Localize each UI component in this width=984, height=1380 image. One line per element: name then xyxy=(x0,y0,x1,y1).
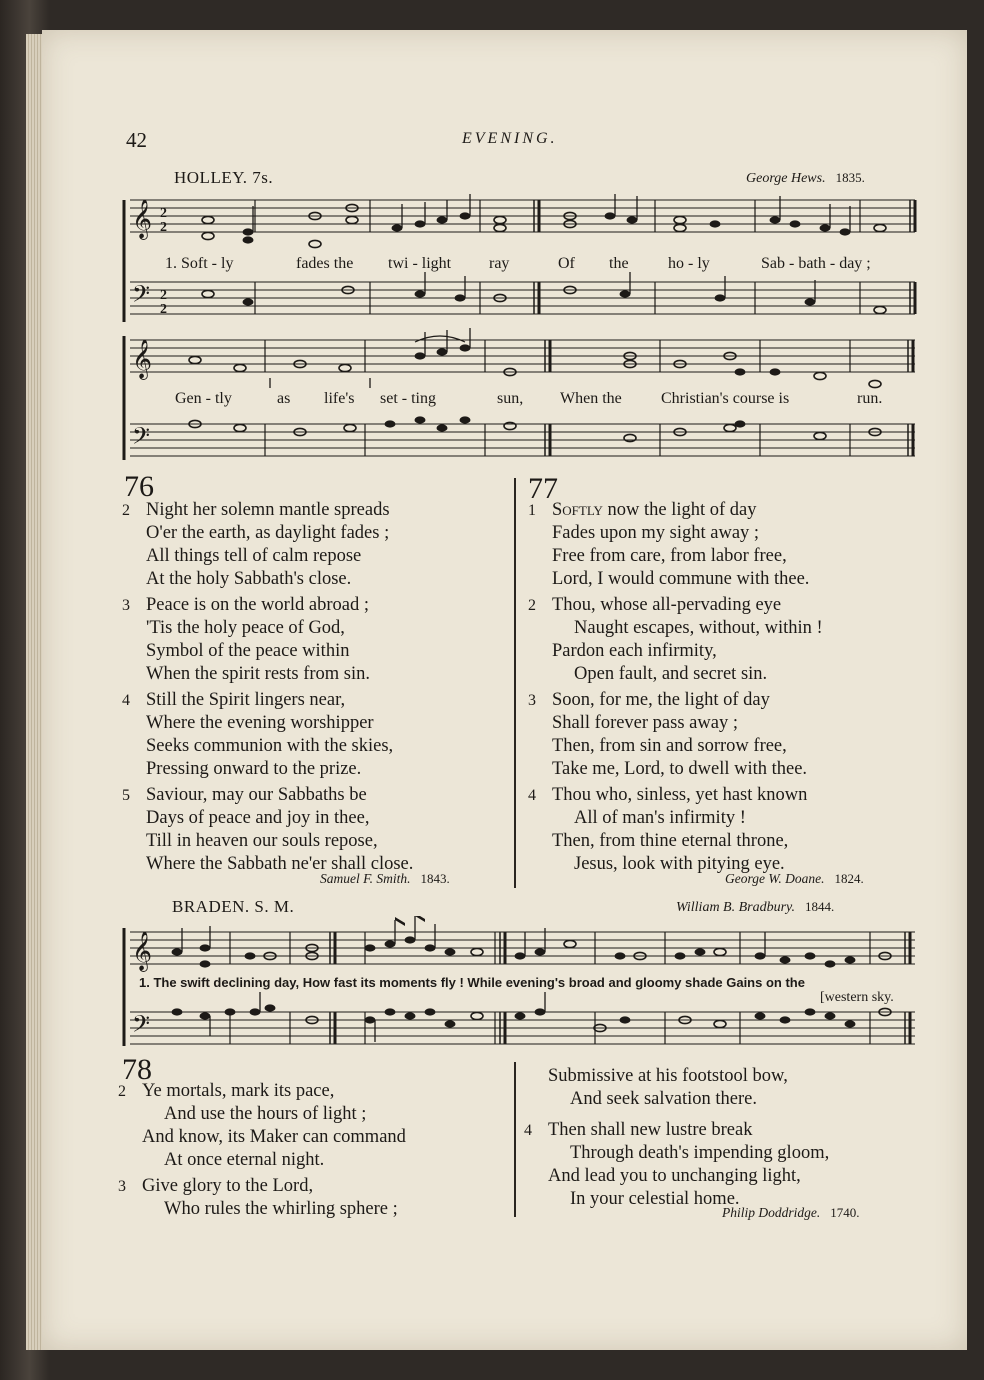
holley-lyric-3: twi - light xyxy=(388,255,452,272)
holley-lyric2-2: as xyxy=(277,390,291,407)
holley-lyric2-7: Christian's course is xyxy=(661,390,790,407)
hymn-77-stanza-2: 2 Thou, whose all-pervading eye Naught escapes, without, within ! Pardon each infirmity, Open fault, and secret sin. xyxy=(528,595,823,684)
hymn-76-stanza-4: 4 Still the Spirit lingers near, Where the evening worshipper Seeks communion with the skies, Pressing onward to the prize. xyxy=(122,690,394,779)
hymn-77-author: George W. Doane. 1824. xyxy=(725,871,864,886)
page-number: 42 xyxy=(126,128,147,152)
holley-lyric-4: ray xyxy=(489,255,510,272)
svg-text:𝄞: 𝄞 xyxy=(132,339,153,379)
svg-text:𝄞: 𝄞 xyxy=(132,199,153,239)
holley-tune-title: HOLLEY. 7s. xyxy=(174,168,274,187)
holley-lyric2-8: run. xyxy=(857,390,883,407)
column-divider xyxy=(514,478,516,888)
hymn-78-left-text xyxy=(118,1080,508,1221)
hymn-77-stanza-4: 4 Thou who, sinless, yet hast known All of man's infirmity ! Then, from thine eternal throne, Jesus, look with pitying eye. xyxy=(528,785,808,874)
hymn-76-text xyxy=(122,499,492,876)
svg-text:𝄢: 𝄢 xyxy=(132,280,151,313)
column-divider-2 xyxy=(514,1062,516,1217)
holley-lyric-8: Sab - bath - day ; xyxy=(761,255,871,272)
holley-lyric-2: fades the xyxy=(296,255,354,272)
hymn-78-stanza-3: 3 Give glory to the Lord, Who rules the whirling sphere ; xyxy=(118,1176,398,1219)
holley-lyric2-4: set - ting xyxy=(380,390,436,407)
svg-text:𝄢: 𝄢 xyxy=(132,1010,151,1043)
svg-text:2: 2 xyxy=(160,302,167,317)
svg-text:𝄞: 𝄞 xyxy=(132,931,153,971)
hymn-78-author: Philip Doddridge. 1740. xyxy=(722,1205,860,1220)
svg-text:2: 2 xyxy=(160,206,167,221)
hymn-76-stanza-3: 3 Peace is on the world abroad ; 'Tis the holy peace of God, Symbol of the peace within When the spirit rests from sin. xyxy=(122,595,371,684)
holley-lyric-5: Of xyxy=(558,255,575,272)
hymn-77-text xyxy=(528,499,908,876)
running-head: EVENING. xyxy=(462,130,558,147)
braden-tune-title: BRADEN. S. M. xyxy=(172,897,295,916)
hymn-76-stanza-2: 2 Night her solemn mantle spreads O'er the earth, as daylight fades ; All things tell of calm repose At the holy Sabbath's close. xyxy=(122,500,390,589)
holley-composer: George Hews. 1835. xyxy=(746,170,865,186)
braden-lyric-continuation: [western sky. xyxy=(820,990,894,1005)
holley-lyric2-5: sun, xyxy=(497,390,524,407)
svg-text:2: 2 xyxy=(160,288,167,303)
hymn-78-right-text xyxy=(524,1065,914,1211)
hymn-77-stanza-3: 3 Soon, for me, the light of day Shall forever pass away ; Then, from sin and sorrow free, Take me, Lord, to dwell with thee. xyxy=(528,690,808,779)
hymn-78-stanza-4: 4 Then shall new lustre break Through death's impending gloom, And lead you to unchanging light, In your celestial home. xyxy=(524,1120,830,1209)
hymn-76-number: 76 xyxy=(124,470,154,503)
hymn-76-author: Samuel F. Smith. 1843. xyxy=(320,871,450,886)
braden-lyric: 1. The swift declining day, How fast its moments fly ! While evening's broad and gloomy shade Gains on the xyxy=(139,975,805,990)
holley-lyric-7: ho - ly xyxy=(668,255,710,272)
holley-lyric-6: the xyxy=(609,255,629,272)
hymn-77-stanza-1: 1 Softly now the light of day Fades upon my sight away ; Free from care, from labor free, Lord, I would commune with thee. xyxy=(528,500,810,589)
hymn-76-stanza-5: 5 Saviour, may our Sabbaths be Days of peace and joy in thee, Till in heaven our souls repose, Where the Sabbath ne'er shall close. xyxy=(122,785,414,874)
hymn-78-stanza-3-cont: Submissive at his footstool bow, And seek salvation there. xyxy=(548,1066,788,1109)
hymn-78-number: 78 xyxy=(122,1053,152,1086)
braden-composer: William B. Bradbury. 1844. xyxy=(676,899,835,915)
holley-lyric2-6: When the xyxy=(560,390,622,407)
holley-lyric2-1: Gen - tly xyxy=(175,390,232,407)
svg-text:𝄢: 𝄢 xyxy=(132,422,151,455)
hymn-77-number: 77 xyxy=(528,472,558,505)
hymn-78-stanza-2: 2 Ye mortals, mark its pace, And use the hours of light ; And know, its Maker can command At once eternal night. xyxy=(118,1081,406,1170)
svg-text:2: 2 xyxy=(160,220,167,235)
holley-lyric-1: 1. Soft - ly xyxy=(165,255,234,272)
holley-lyric2-3: life's xyxy=(324,390,355,407)
